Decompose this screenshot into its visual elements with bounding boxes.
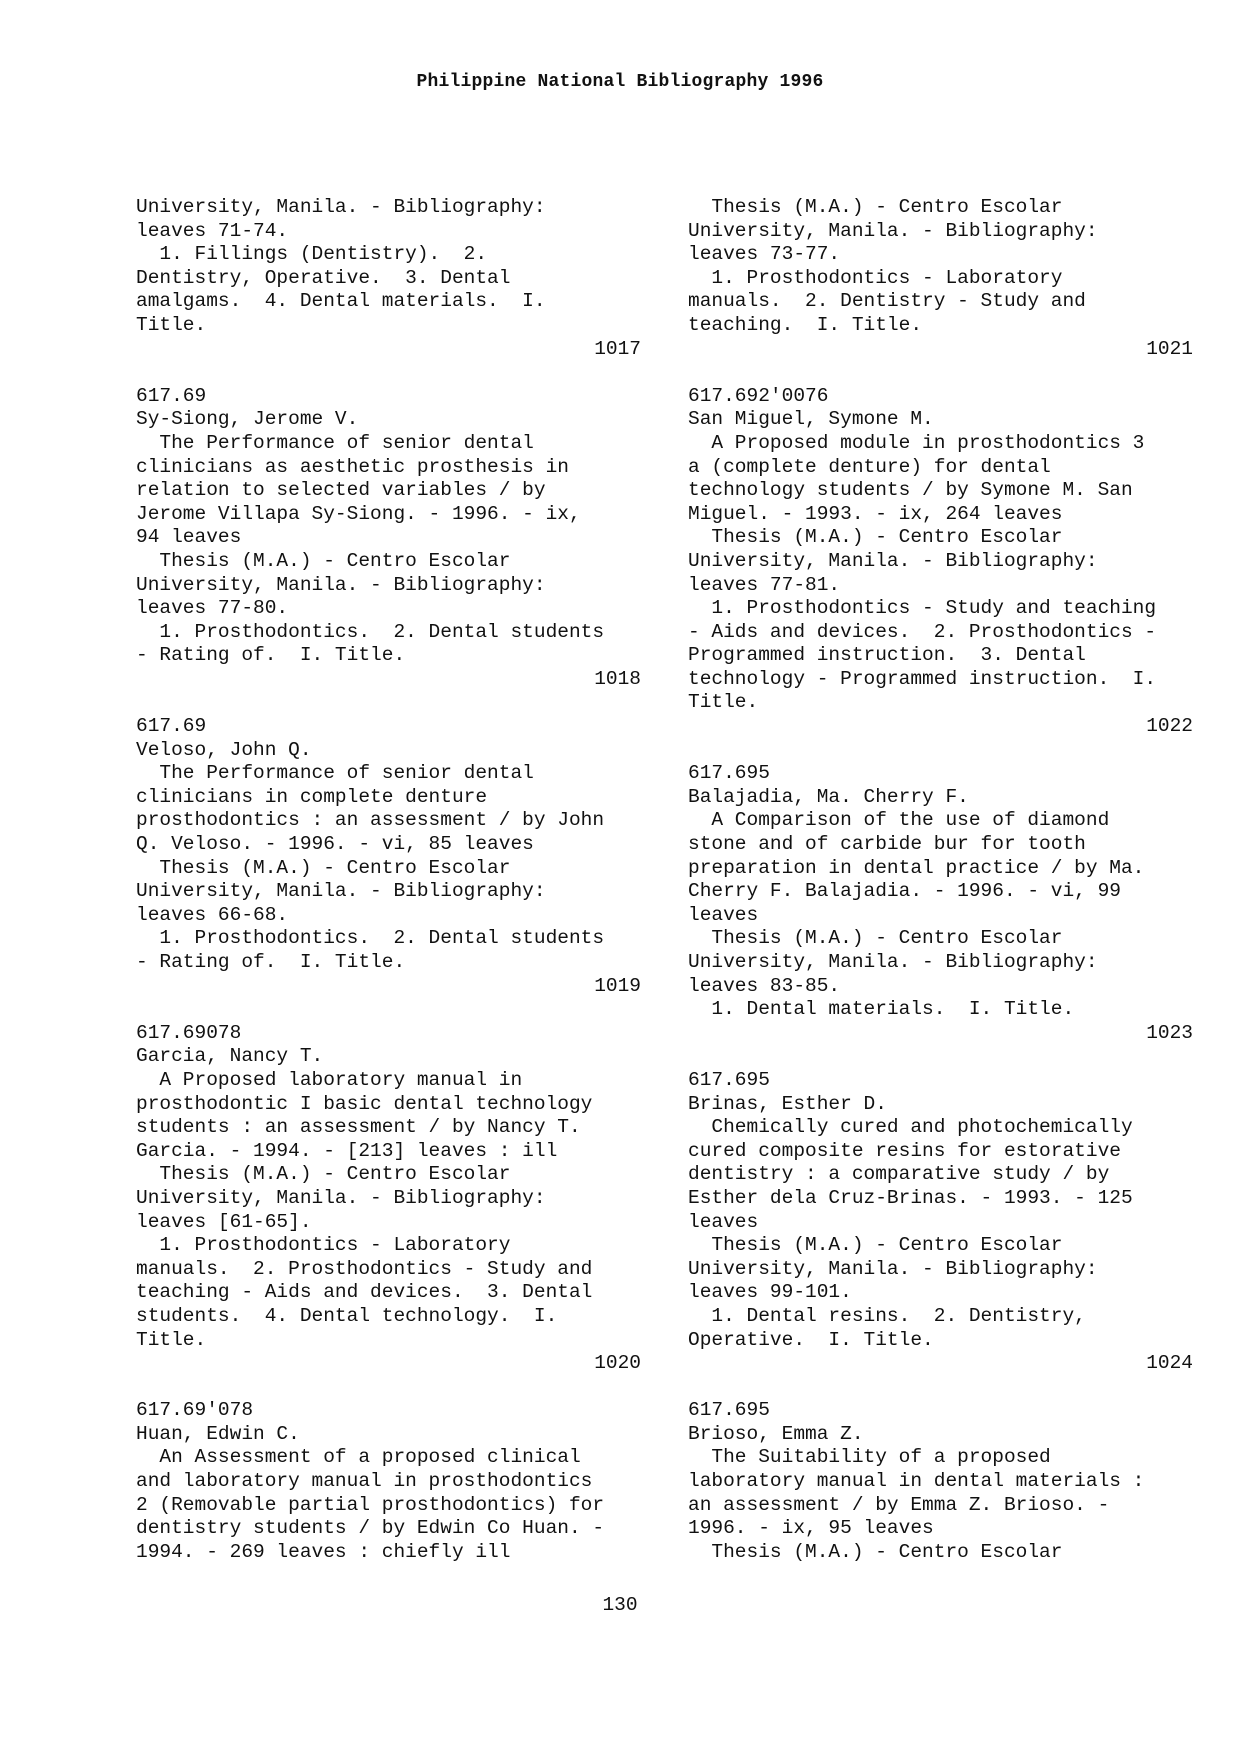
entry-line: leaves 73-77. xyxy=(688,243,841,266)
entry-line: clinicians as aesthetic prosthesis in xyxy=(136,455,569,478)
entry-line: prosthodontics : an assessment / by John xyxy=(136,809,605,832)
entry-line: an assessment / by Emma Z. Brioso. - xyxy=(688,1493,1110,1516)
page-header: Philippine National Bibliography 1996 xyxy=(416,72,824,92)
entry-line: 617.69 xyxy=(136,384,207,407)
entry-spacer xyxy=(688,739,1193,763)
entry-line: cured composite resins for estorative xyxy=(688,1139,1121,1162)
bibliography-entry xyxy=(136,715,641,998)
entry-line: Thesis (M.A.) - Centro Escolar xyxy=(688,1234,1063,1257)
bibliography-entry xyxy=(688,1399,1193,1564)
entry-line: Balajadia, Ma. Cherry F. xyxy=(688,785,969,808)
bibliography-entry xyxy=(136,196,641,361)
entry-line: and laboratory manual in prosthodontics xyxy=(136,1470,593,1493)
entry-line: leaves 77-80. xyxy=(136,597,289,620)
entry-line: University, Manila. - Bibliography: xyxy=(136,573,546,596)
entry-line: 1. Fillings (Dentistry). 2. xyxy=(136,243,488,266)
entry-line: 617.69 xyxy=(136,715,207,738)
entry-line: relation to selected variables / by xyxy=(136,479,546,502)
entry-line: leaves 99-101. xyxy=(688,1281,852,1304)
entry-line: leaves 71-74. xyxy=(136,219,289,242)
entry-line: dentistry : a comparative study / by xyxy=(688,1163,1110,1186)
entry-line: 94 leaves xyxy=(136,526,242,549)
entry-line: Thesis (M.A.) - Centro Escolar xyxy=(688,927,1063,950)
entry-line: Miguel. - 1993. - ix, 264 leaves xyxy=(688,502,1063,525)
entry-spacer xyxy=(136,998,641,1022)
entry-line: 617.695 xyxy=(688,1068,770,1091)
entry-line: The Performance of senior dental xyxy=(136,431,534,454)
entry-line: leaves 77-81. xyxy=(688,573,841,596)
entry-number: 1020 xyxy=(594,1352,641,1375)
entry-line: University, Manila. - Bibliography: xyxy=(688,951,1098,973)
entry-line: stone and of carbide bur for tooth xyxy=(688,833,1086,856)
left-column xyxy=(136,196,641,1564)
entry-line: - Aids and devices. 2. Prosthodontics - xyxy=(688,620,1157,643)
entry-line: Esther dela Cruz-Brinas. - 1993. - 125 xyxy=(688,1186,1133,1209)
entry-number: 1022 xyxy=(1146,715,1193,738)
entry-line: Q. Veloso. - 1996. - vi, 85 leaves xyxy=(136,833,534,856)
entry-line: University, Manila. - Bibliography: xyxy=(688,549,1098,572)
entry-line: Title. xyxy=(688,691,759,714)
entry-line: teaching - Aids and devices. 3. Dental xyxy=(136,1281,593,1304)
entry-line: University, Manila. - Bibliography: xyxy=(688,1257,1098,1280)
entry-line: San Miguel, Symone M. xyxy=(688,408,934,431)
entry-line: The Suitability of a proposed xyxy=(688,1446,1051,1469)
entry-line: A Proposed module in prosthodontics 3 xyxy=(688,431,1145,454)
entry-line: amalgams. 4. Dental materials. I. xyxy=(136,290,546,313)
entry-line: 1994. - 269 leaves : chiefly ill xyxy=(136,1540,511,1563)
entry-line: 617.695 xyxy=(688,762,770,785)
entry-line: prosthodontic I basic dental technology xyxy=(136,1092,593,1115)
entry-line: 1. Prosthodontics. 2. Dental students xyxy=(136,927,605,950)
entry-line: Cherry F. Balajadia. - 1996. - vi, 99 xyxy=(688,880,1121,903)
entry-line: University, Manila. - Bibliography: xyxy=(136,880,546,903)
entry-line: students. 4. Dental technology. I. xyxy=(136,1304,558,1327)
bibliography-entry xyxy=(688,1069,1193,1376)
bibliography-entry xyxy=(688,762,1193,1045)
bibliography-entry xyxy=(688,196,1193,361)
entry-line: Thesis (M.A.) - Centro Escolar xyxy=(688,1540,1063,1563)
entry-line: 2 (Removable partial prosthodontics) for xyxy=(136,1493,605,1516)
right-column xyxy=(688,196,1193,1564)
entry-line: Thesis (M.A.) - Centro Escolar xyxy=(136,1163,511,1186)
entry-line: students : an assessment / by Nancy T. xyxy=(136,1116,581,1139)
entry-line: leaves xyxy=(688,903,759,926)
entry-line: - Rating of. I. Title. xyxy=(136,644,406,667)
entry-line: Thesis (M.A.) - Centro Escolar xyxy=(136,856,511,879)
entry-number: 1021 xyxy=(1146,337,1193,360)
entry-line: A Comparison of the use of diamond xyxy=(688,809,1110,832)
entry-line: Operative. I. Title. xyxy=(688,1328,934,1351)
entry-line: dentistry students / by Edwin Co Huan. - xyxy=(136,1517,605,1540)
entry-line: University, Manila. - Bibliography: xyxy=(136,196,546,218)
entry-line: 617.692'0076 xyxy=(688,384,829,407)
entry-line: 617.69078 xyxy=(136,1021,242,1044)
entry-number: 1017 xyxy=(594,337,641,360)
entry-line: 617.695 xyxy=(688,1399,770,1422)
entry-line: preparation in dental practice / by Ma. xyxy=(688,856,1145,879)
entry-line: Garcia. - 1994. - [213] leaves : ill xyxy=(136,1139,558,1162)
bibliography-entry xyxy=(136,1399,641,1564)
entry-line: manuals. 2. Prosthodontics - Study and xyxy=(136,1257,593,1280)
entry-line: technology students / by Symone M. San xyxy=(688,479,1133,502)
entry-line: laboratory manual in dental materials : xyxy=(688,1470,1145,1493)
page-number: 130 xyxy=(602,1594,638,1616)
entry-spacer xyxy=(136,1376,641,1400)
bibliography-entry xyxy=(136,1022,641,1376)
entry-line: leaves [61-65]. xyxy=(136,1210,312,1233)
entry-number: 1024 xyxy=(1146,1352,1193,1375)
entry-line: Thesis (M.A.) - Centro Escolar xyxy=(136,549,511,572)
entry-spacer xyxy=(136,691,641,715)
bibliography-entry xyxy=(136,385,641,692)
entry-line: teaching. I. Title. xyxy=(688,313,923,336)
entry-number: 1023 xyxy=(1146,1021,1193,1044)
entry-line: leaves 83-85. xyxy=(688,974,841,997)
entry-line: 1. Prosthodontics - Study and teaching xyxy=(688,597,1157,620)
entry-line: 1. Prosthodontics - Laboratory xyxy=(136,1234,511,1257)
entry-line: manuals. 2. Dentistry - Study and xyxy=(688,290,1086,313)
entry-line: a (complete denture) for dental xyxy=(688,455,1051,478)
entry-line: An Assessment of a proposed clinical xyxy=(136,1446,581,1469)
entry-spacer xyxy=(688,1376,1193,1400)
entry-line: - Rating of. I. Title. xyxy=(136,951,406,973)
entry-line: Garcia, Nancy T. xyxy=(136,1045,324,1068)
entry-line: 1996. - ix, 95 leaves xyxy=(688,1517,934,1540)
entry-line: Title. xyxy=(136,1328,207,1351)
entry-line: Jerome Villapa Sy-Siong. - 1996. - ix, xyxy=(136,502,581,525)
entry-line: Veloso, John Q. xyxy=(136,738,312,761)
entry-number: 1019 xyxy=(594,974,641,997)
entry-line: leaves xyxy=(688,1210,759,1233)
entry-line: University, Manila. - Bibliography: xyxy=(136,1186,546,1209)
entry-line: Sy-Siong, Jerome V. xyxy=(136,408,359,431)
entry-line: Chemically cured and photochemically xyxy=(688,1116,1133,1139)
entry-line: Huan, Edwin C. xyxy=(136,1422,300,1445)
entry-line: 1. Dental materials. I. Title. xyxy=(688,998,1075,1021)
entry-line: A Proposed laboratory manual in xyxy=(136,1068,523,1091)
entry-line: 1. Dental resins. 2. Dentistry, xyxy=(688,1304,1086,1327)
entry-spacer xyxy=(136,361,641,385)
entry-spacer xyxy=(688,1045,1193,1069)
entry-line: leaves 66-68. xyxy=(136,903,289,926)
entry-line: Thesis (M.A.) - Centro Escolar xyxy=(688,196,1063,218)
entry-line: clinicians in complete denture xyxy=(136,785,488,808)
entry-line: The Performance of senior dental xyxy=(136,762,534,785)
entry-line: Brinas, Esther D. xyxy=(688,1092,887,1115)
entry-line: 1. Prosthodontics - Laboratory xyxy=(688,266,1063,289)
entry-line: University, Manila. - Bibliography: xyxy=(688,219,1098,242)
entry-line: Dentistry, Operative. 3. Dental xyxy=(136,266,511,289)
entry-line: 617.69'078 xyxy=(136,1399,254,1422)
bibliography-entry xyxy=(688,385,1193,739)
entry-line: Thesis (M.A.) - Centro Escolar xyxy=(688,526,1063,549)
entry-line: technology - Programmed instruction. I. xyxy=(688,667,1157,690)
entry-spacer xyxy=(688,361,1193,385)
entry-number: 1018 xyxy=(594,667,641,690)
entry-line: Title. xyxy=(136,313,207,336)
entry-line: 1. Prosthodontics. 2. Dental students xyxy=(136,620,605,643)
entry-line: Brioso, Emma Z. xyxy=(688,1422,864,1445)
entry-line: Programmed instruction. 3. Dental xyxy=(688,644,1086,667)
